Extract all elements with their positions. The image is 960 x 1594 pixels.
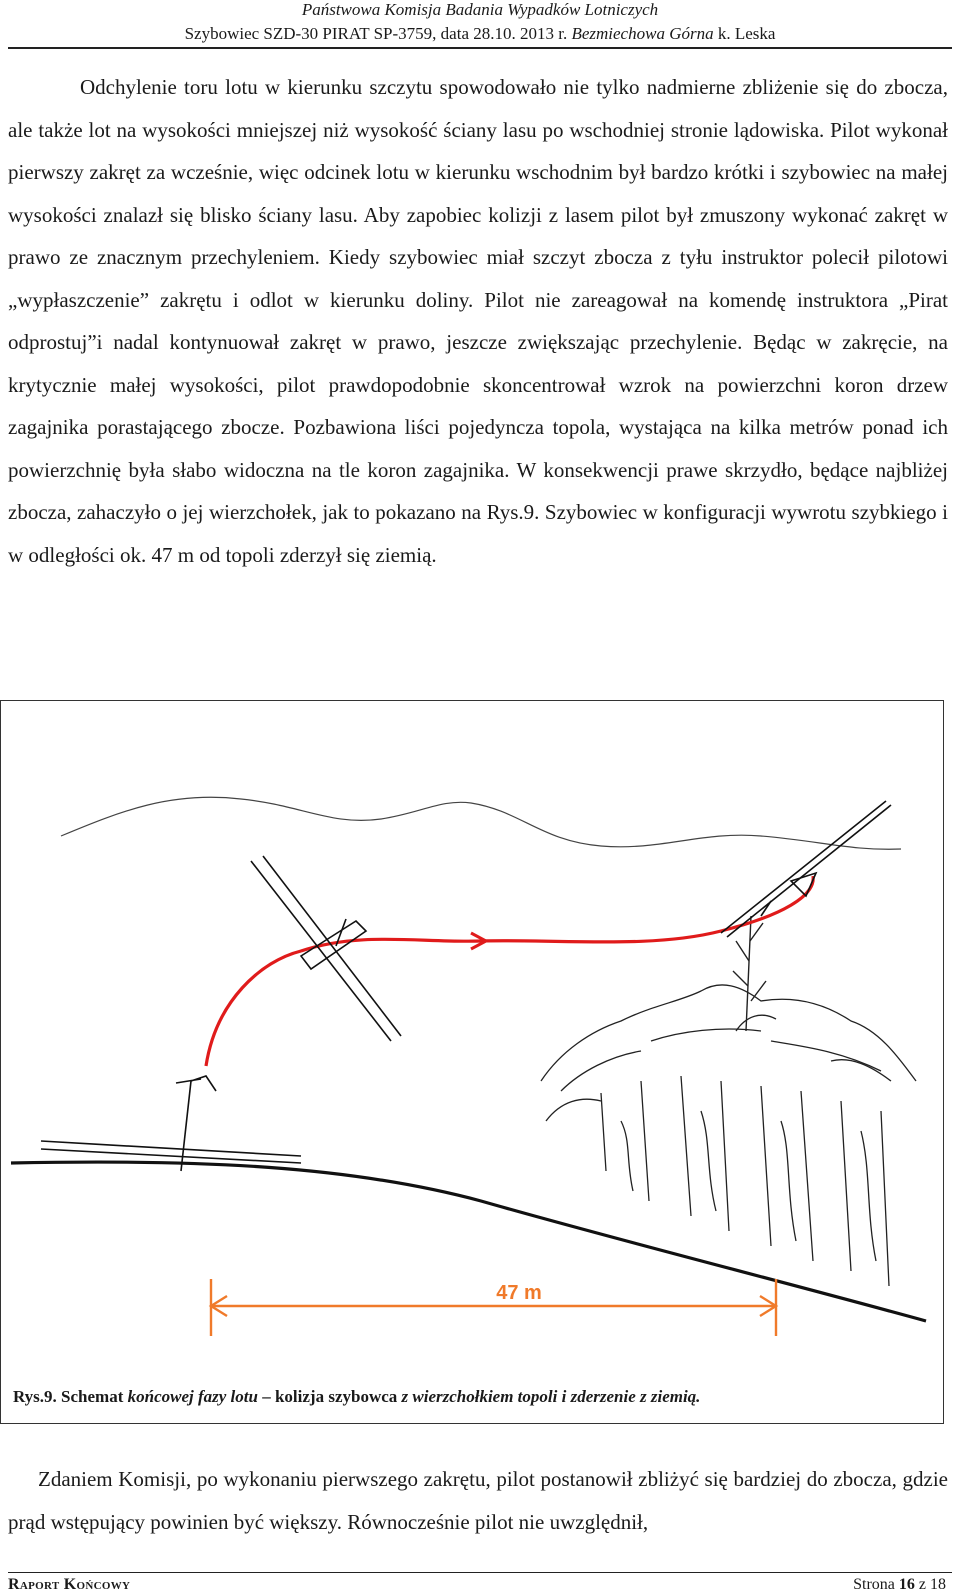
header-location: Bezmiechowa Górna xyxy=(571,24,714,43)
glider-in-turn xyxy=(251,856,401,1041)
page-mid: z xyxy=(914,1576,930,1593)
glider-on-ground xyxy=(41,1076,301,1171)
page-total: 18 xyxy=(930,1576,946,1593)
header-rule xyxy=(8,47,952,49)
figure-drawing xyxy=(1,701,943,1423)
header-case-line xyxy=(0,24,960,44)
caption-text-2: – kolizja szybowca xyxy=(257,1387,402,1406)
poplar-tree xyxy=(733,916,766,1031)
distance-measure xyxy=(211,1279,776,1336)
page-current: 16 xyxy=(898,1576,915,1593)
footer-rule xyxy=(8,1572,952,1573)
footer-report-title: Raport Końcowy xyxy=(8,1576,131,1593)
header-location-suffix: k. Leska xyxy=(713,24,776,43)
figure-caption xyxy=(13,1387,700,1407)
paragraph-1: Odchylenie toru lotu w kierunku szczytu spowodowało nie tylko nadmierne zbliżenie się do zbocza, ale także lot na wysokości mniejszej niż wysokość ściany lasu po wschodniej stronie lądowiska. Pilot wykonał pierwszy zakręt za wcześnie, więc odcinek lotu w kierunku wschodnim był bardzo krótki i szybowiec na małej wysokości znalazł się blisko ściany lasu. Aby zapobiec kolizji z lasem pilot był zmuszony wykonać zakręt w prawo ze znacznym przechyleniem. Kiedy szybowiec miał szczyt zbocza z tyłu instruktor polecił pilotowi „wypłaszczenie” zakrętu i odlot w kierunku doliny. Pilot nie zareagował na komendę instruktora „Pirat odprostuj”i nadal kontynuował zakręt w prawo, jeszcze zwiększając przechylenie. Będąc w zakręcie, na krytycznie małej wysokości, pilot prawdopodobnie skoncentrował wzrok na powierzchni koron drzew zagajnika porastającego zbocze. Pozbawiona liści pojedyncza topola, wystająca na kilka metrów ponad ich powierzchnię była słabo widoczna na tle koron zagajnika. W konsekwencji prawe skrzydło, będące najbliżej zbocza, zahaczyło o jej wierzchołek, jak to pokazano na Rys.9. Szybowiec w konfiguracji wywrotu szybkiego i w odległości ok. 47 m od topoli zderzył się ziemią. xyxy=(8,75,948,567)
caption-italic-2: z wierzchołkiem topoli i zderzenie z ziemią. xyxy=(401,1387,701,1406)
flight-path xyxy=(206,876,813,1066)
caption-italic-1: końcowej fazy lotu xyxy=(127,1387,258,1406)
figure-rys9 xyxy=(0,700,944,1424)
header-case-text: Szybowiec SZD-30 PIRAT SP-3759, data 28.10. 2013 r. xyxy=(184,24,572,43)
forest-sketch xyxy=(541,985,916,1286)
mountain-outline xyxy=(61,797,901,849)
footer-page-number xyxy=(853,1576,946,1594)
distance-label: 47 m xyxy=(496,1282,542,1304)
caption-text-1: Schemat xyxy=(56,1387,128,1406)
header-commission-name: Państwowa Komisja Badania Wypadków Lotniczych xyxy=(301,0,659,19)
paragraph-2: Zdaniem Komisji, po wykonaniu pierwszego zakrętu, pilot postanowił zbliżyć się bardziej do zbocza, gdzie prąd wstępujący powinien być większy. Równocześnie pilot nie uwzględnił, xyxy=(8,1467,948,1534)
caption-label: Rys.9. xyxy=(13,1387,57,1406)
glider-at-tree xyxy=(721,801,891,937)
page-prefix: Strona xyxy=(853,1576,899,1593)
